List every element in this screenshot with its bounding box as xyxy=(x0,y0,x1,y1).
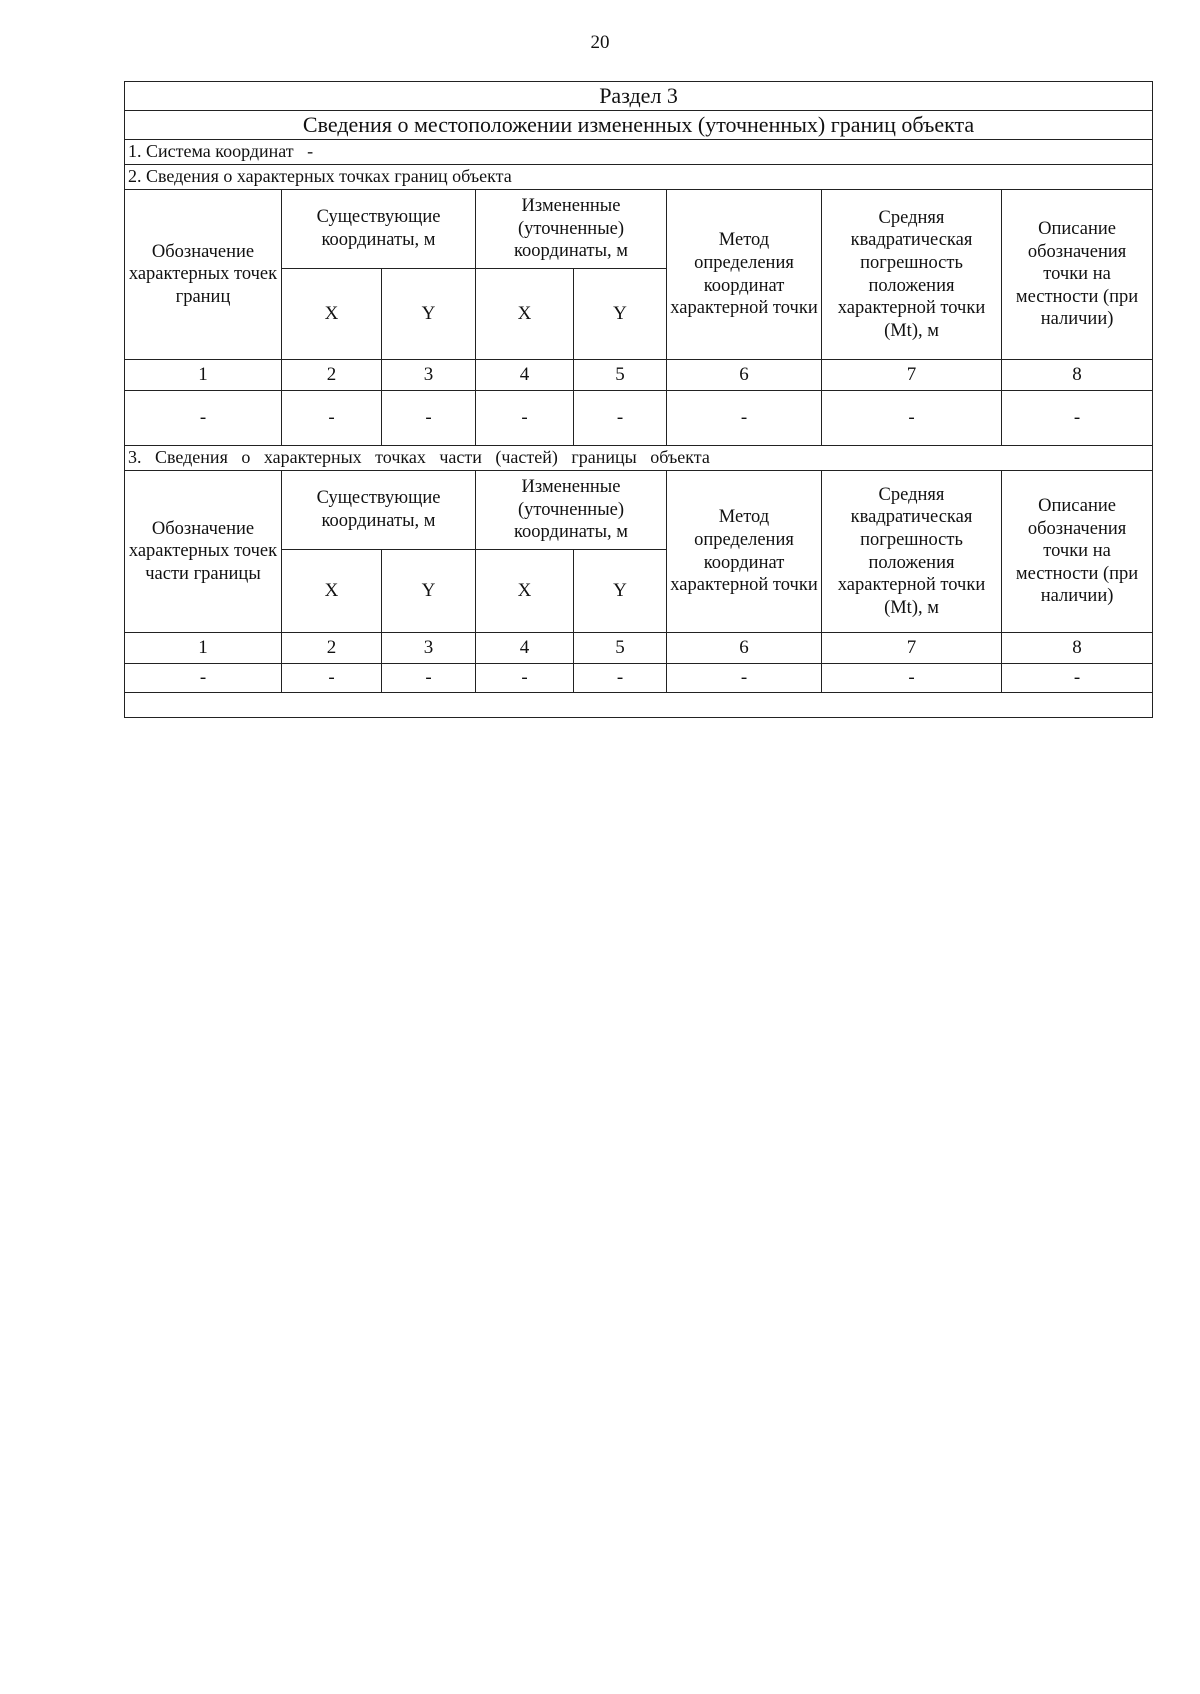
table-row xyxy=(125,664,1153,693)
table1-header-designation: Обозначение характерных точек границ xyxy=(125,190,282,360)
table1-caption: 2. Сведения о характерных точках границ объекта xyxy=(125,165,1153,190)
table2-cell: - xyxy=(282,664,382,693)
table1-cell: - xyxy=(667,391,822,446)
table2-header-existing-x: X xyxy=(282,550,382,633)
table1-header-method: Метод определения координат характерной точки xyxy=(667,190,822,360)
table1-header-rms: Средняя квадратическая погрешность положения характерной точки (Mt), м xyxy=(822,190,1002,360)
table2-header-designation: Обозначение характерных точек части границы xyxy=(125,471,282,633)
table1-colnum: 5 xyxy=(574,360,667,391)
table1-cell: - xyxy=(382,391,476,446)
table1-colnum: 4 xyxy=(476,360,574,391)
table1-cell: - xyxy=(282,391,382,446)
table2-cell: - xyxy=(667,664,822,693)
table2-colnum: 1 xyxy=(125,633,282,664)
table-row xyxy=(125,391,1153,446)
table2-cell: - xyxy=(1002,664,1153,693)
table2-cell: - xyxy=(476,664,574,693)
empty-footer-row xyxy=(125,693,1153,718)
table2-colnum: 4 xyxy=(476,633,574,664)
table1-header-existing-y: Y xyxy=(382,269,476,360)
table2-cell: - xyxy=(574,664,667,693)
table1-cell: - xyxy=(1002,391,1153,446)
table1-header-changed: Измененные (уточненные) координаты, м xyxy=(476,190,667,269)
table1-colnum: 2 xyxy=(282,360,382,391)
table1-cell: - xyxy=(822,391,1002,446)
table1-colnum: 7 xyxy=(822,360,1002,391)
table1-cell: - xyxy=(476,391,574,446)
table2-header-existing: Существующие координаты, м xyxy=(282,471,476,550)
table1-header-changed-x: X xyxy=(476,269,574,360)
table2-header-changed: Измененные (уточненные) координаты, м xyxy=(476,471,667,550)
table2-header-rms: Средняя квадратическая погрешность положения характерной точки (Mt), м xyxy=(822,471,1002,633)
table2-header-changed-y: Y xyxy=(574,550,667,633)
coord-system-label: 1. Система координат xyxy=(128,141,294,162)
table1-colnum: 6 xyxy=(667,360,822,391)
table2-column-numbers xyxy=(125,633,1153,664)
table2-cell: - xyxy=(382,664,476,693)
table2-colnum: 7 xyxy=(822,633,1002,664)
table1-cell: - xyxy=(125,391,282,446)
table2-caption: 3. Сведения о характерных точках части (частей) границы объекта xyxy=(125,446,1153,471)
table2-colnum: 3 xyxy=(382,633,476,664)
table2-colnum: 6 xyxy=(667,633,822,664)
table1-colnum: 3 xyxy=(382,360,476,391)
table1-column-numbers xyxy=(125,360,1153,391)
table1-header-description: Описание обозначения точки на местности (при наличии) xyxy=(1002,190,1153,360)
table2-header-description: Описание обозначения точки на местности (при наличии) xyxy=(1002,471,1153,633)
section-title: Раздел 3 xyxy=(125,82,1153,111)
table1-header-changed-y: Y xyxy=(574,269,667,360)
table2-colnum: 5 xyxy=(574,633,667,664)
table2-header-method: Метод определения координат характерной точки xyxy=(667,471,822,633)
section-subtitle: Сведения о местоположении измененных (уточненных) границ объекта xyxy=(125,111,1153,140)
table1-cell: - xyxy=(574,391,667,446)
table2-cell: - xyxy=(125,664,282,693)
table1-colnum: 8 xyxy=(1002,360,1153,391)
table1-colnum: 1 xyxy=(125,360,282,391)
table2-header-existing-y: Y xyxy=(382,550,476,633)
table2-header-changed-x: X xyxy=(476,550,574,633)
table1-header-existing-x: X xyxy=(282,269,382,360)
coord-system-line xyxy=(125,140,1153,165)
page-number: 20 xyxy=(590,32,610,53)
table2-cell: - xyxy=(822,664,1002,693)
section-3-table xyxy=(124,81,1153,718)
table2-colnum: 8 xyxy=(1002,633,1153,664)
table2-colnum: 2 xyxy=(282,633,382,664)
coord-system-value: - xyxy=(307,141,314,162)
table1-header-existing: Существующие координаты, м xyxy=(282,190,476,269)
